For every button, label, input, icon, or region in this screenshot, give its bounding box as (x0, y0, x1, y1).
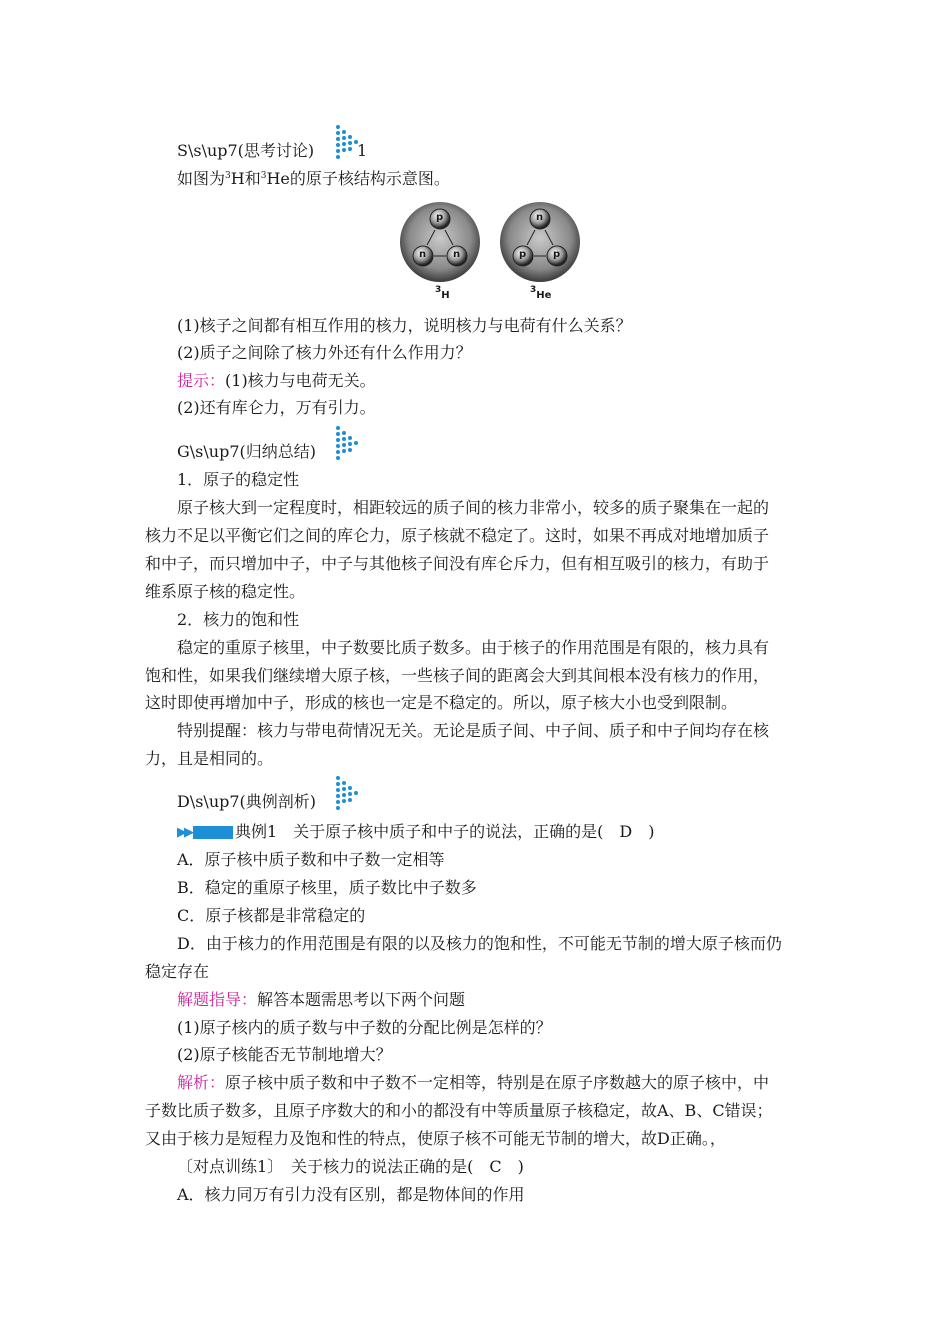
question-2: (2)质子之间除了核力外还有什么作用力？ (177, 343, 472, 362)
summary-p3-line-2: 力，且是相同的。 (145, 749, 274, 768)
hint-label: 提示： (177, 371, 226, 390)
triangle-dots-icon (335, 775, 361, 813)
training-option-a: A．核力同万有引力没有区别，都是物体间的作用 (177, 1185, 525, 1204)
summary-p2-line-1: 稳定的重原子核里，中子数要比质子数多。由于核子的作用范围是有限的，核力具有 (177, 638, 770, 657)
section-s-title: S\s\up7(思考讨论) (177, 141, 315, 160)
guide-question-2: (2)原子核能否无节制地增大？ (177, 1045, 392, 1064)
option-b: B．稳定的重原子核里，质子数比中子数多 (177, 878, 477, 897)
guide-label: 解题指导： (177, 990, 258, 1009)
left-top-particle: p (436, 212, 444, 223)
intro-text: 如图为$^3$H和$^3$He的原子核结构示意图。 (177, 169, 450, 188)
left-bottom-right-particle: n (453, 249, 461, 260)
summary-p1-line-4: 维系原子核的稳定性。 (145, 582, 306, 601)
summary-p1-line-2: 核力不足以平衡它们之间的库仑力，原子核就不稳定了。这时，如果不再成对地增加质子 (145, 526, 770, 545)
summary-p1-line-1: 原子核大到一定程度时，相距较远的质子间的核力非常小，较多的质子聚集在一起的 (177, 498, 770, 517)
analysis-label: 解析： (177, 1073, 226, 1092)
question-1: (1)核子之间都有相互作用的核力，说明核力与电荷有什么关系？ (177, 316, 632, 335)
option-d: D．由于核力的作用范围是有限的以及核力的饱和性，不可能无节制的增大原子核而仍 (177, 934, 782, 953)
label-3H: $^3$H (435, 285, 450, 301)
hint-line-2: (2)还有库仑力，万有引力。 (177, 398, 376, 417)
left-bottom-left-particle: n (419, 249, 427, 260)
nucleus-figure (395, 200, 585, 310)
right-top-particle: n (536, 212, 544, 223)
guide-text: 解答本题需思考以下两个问题 (257, 990, 466, 1009)
section-s-heading (177, 141, 314, 161)
guide-line (177, 990, 465, 1010)
analysis-line-1 (177, 1073, 769, 1093)
section-g-heading: G\s\up7(归纳总结) (177, 442, 316, 461)
triangle-dots-icon (335, 425, 361, 463)
analysis-line-2: 子数比质子数多，且原子序数大的和小的都没有中等质量原子核稳定，故A、B、C错误； (145, 1101, 773, 1120)
analysis-text-1: 原子核中质子数和中子数不一定相等，特别是在原子序数越大的原子核中，中 (225, 1073, 770, 1092)
summary-p3-line-1: 特别提醒：核力与带电荷情况无关。无论是质子间、中子间、质子和中子间均存在核 (177, 721, 770, 740)
training-title: 〔对点训练1〕 关于核力的说法正确的是( C ) (177, 1157, 524, 1176)
right-bottom-right-particle: p (553, 249, 561, 260)
summary-heading-1: 1．原子的稳定性 (177, 470, 300, 489)
hint-line-1 (177, 371, 376, 391)
section-d-heading: D\s\up7(典例剖析) (177, 792, 317, 811)
label-3He: $^3$He (530, 285, 552, 301)
summary-p1-line-3: 和中子，而只增加中子，中子与其他核子间没有库仑斥力，但有相互吸引的核力，有助于 (145, 554, 770, 573)
example-title-line (177, 822, 655, 843)
section-s-number: 1 (357, 141, 368, 160)
analysis-line-3: 又由于核力是短程力及饱和性的特点，使原子核不可能无节制的增大，故D正确。， (145, 1129, 726, 1148)
example-tag-box (193, 826, 233, 839)
option-d-continued: 稳定存在 (145, 962, 210, 981)
summary-heading-2: 2．核力的饱和性 (177, 610, 300, 629)
option-a: A．原子核中质子数和中子数一定相等 (177, 850, 445, 869)
option-c: C．原子核都是非常稳定的 (177, 906, 366, 925)
right-bottom-left-particle: p (519, 249, 527, 260)
hint-text: (1)核力与电荷无关。 (225, 371, 376, 390)
guide-question-1: (1)原子核内的质子数与中子数的分配比例是怎样的？ (177, 1018, 552, 1037)
double-arrow-icon: ▶▶ (177, 824, 191, 840)
example-title: 典例1 关于原子核中质子和中子的说法，正确的是( D ) (235, 822, 655, 841)
summary-p2-line-3: 这时即使再增加中子，形成的核也一定是不稳定的。所以，原子核大小也受到限制。 (145, 693, 738, 712)
summary-p2-line-2: 饱和性，如果我们继续增大原子核，一些核子间的距离会大到其间根本没有核力的作用， (145, 666, 770, 685)
